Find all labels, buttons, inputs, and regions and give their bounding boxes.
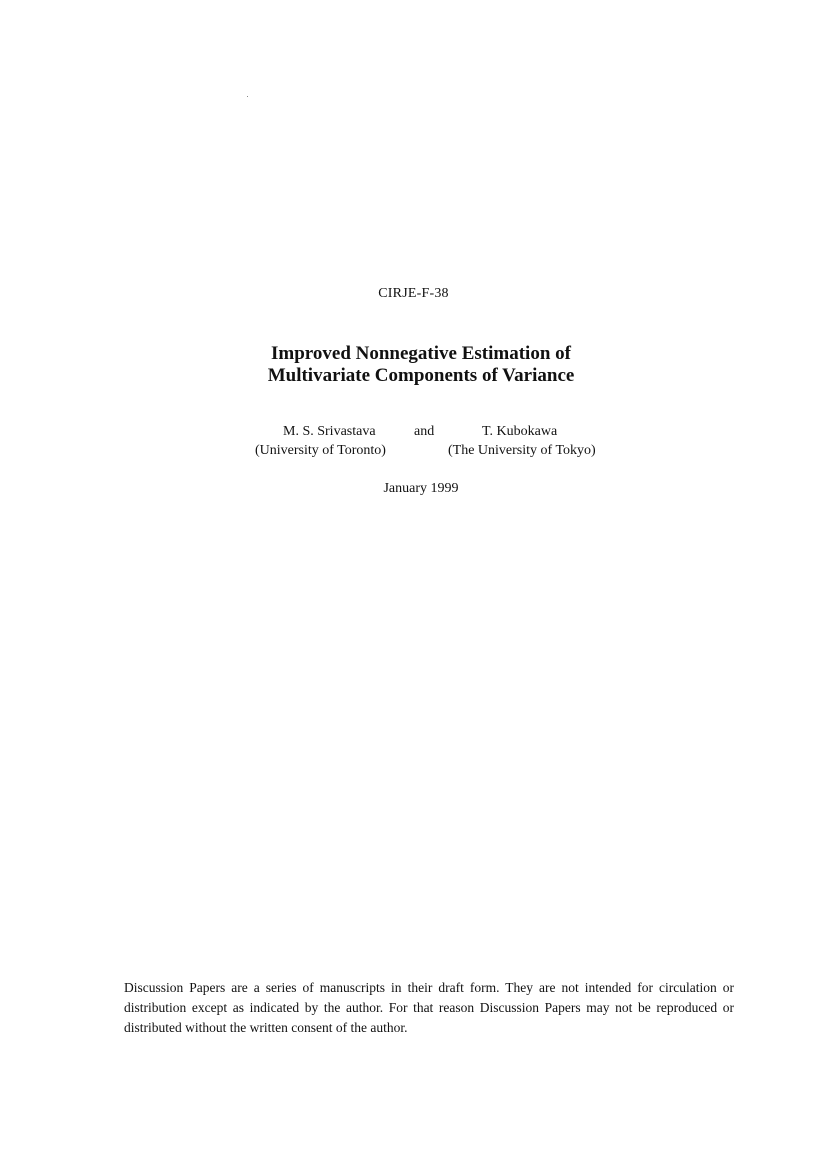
author-conjunction: and [414, 424, 435, 439]
disclaimer-paragraph: Discussion Papers are a series of manuscripts in their draft form. They are not intended for circulation or distribution except as indicated by the author. For that reason Discussion Papers may not be reproduced or distributed without the written consent of the author. [124, 980, 734, 1035]
scan-speck [247, 96, 248, 97]
author-1-name: M. S. Srivastava [283, 424, 376, 439]
paper-title [0, 343, 827, 387]
author-block [0, 424, 827, 464]
title-line-1: Improved Nonnegative Estimation of [271, 343, 571, 364]
author-2-affiliation: (The University of Tokyo) [448, 443, 596, 458]
report-id: CIRJE-F-38 [378, 286, 449, 301]
author-2-name: T. Kubokawa [482, 424, 558, 439]
publication-date: January 1999 [383, 481, 459, 496]
author-1-affiliation: (University of Toronto) [255, 443, 386, 458]
title-line-2: Multivariate Components of Variance [267, 365, 575, 386]
